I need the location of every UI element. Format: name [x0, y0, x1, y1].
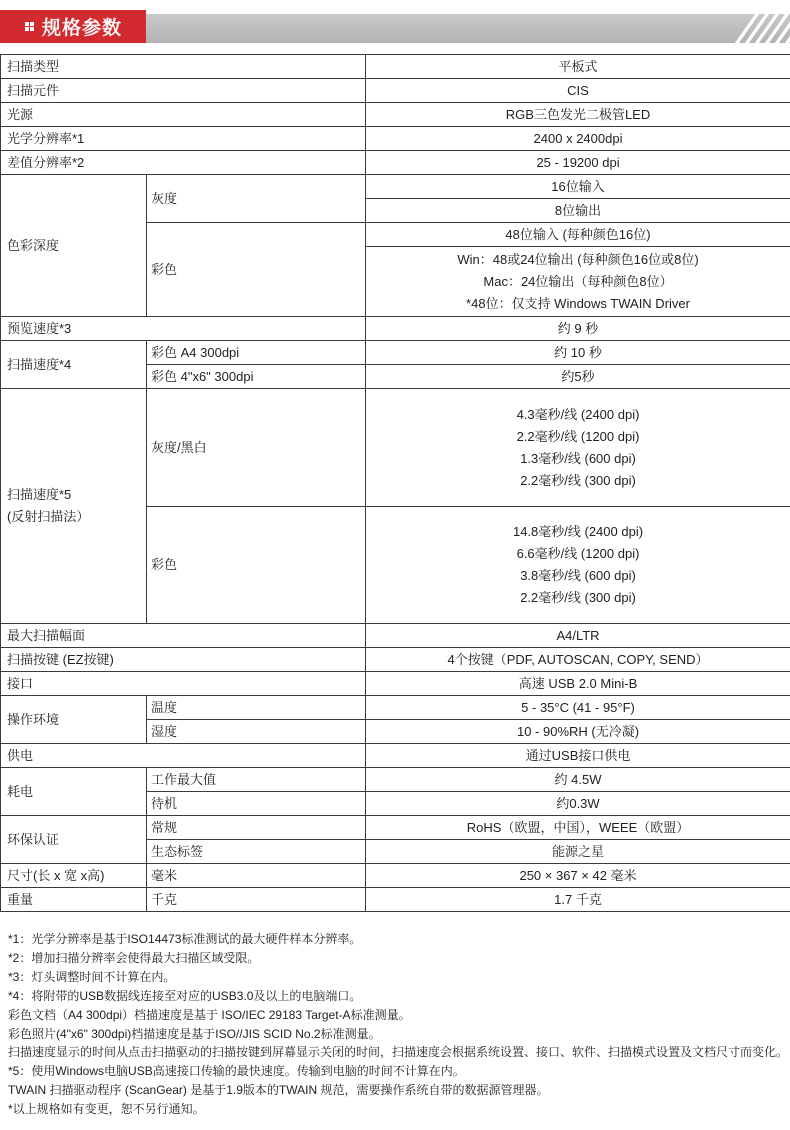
- spec-value-line: *48位：仅支持 Windows TWAIN Driver: [466, 295, 690, 311]
- table-row: [1, 768, 790, 792]
- table-row: [1, 864, 790, 888]
- spec-value: 平板式: [366, 55, 790, 79]
- spec-sublabel: 彩色 A4 300dpi: [147, 341, 366, 365]
- footnote: 彩色文档（A4 300dpi）档描速度是基于 ISO/IEC 29183 Target-A标准测量。: [8, 1007, 411, 1022]
- spec-sublabel: 温度: [147, 696, 366, 720]
- spec-label: 环保认证: [1, 816, 147, 864]
- table-row: [1, 888, 790, 912]
- page-title: 规格参数: [42, 18, 123, 39]
- spec-sublabel: 湿度: [147, 720, 366, 744]
- spec-label-line: (反射扫描法）: [7, 509, 90, 524]
- spec-label: 接口: [1, 672, 366, 696]
- spec-value: RGB三色发光二极管LED: [366, 103, 790, 127]
- spec-value-line: 6.6毫秒/线 (1200 dpi): [516, 546, 640, 561]
- spec-value-line: Mac：24位输出（每种颜色8位）: [483, 273, 673, 289]
- spec-label: 差值分辨率*2: [1, 151, 366, 175]
- section-header: [0, 0, 790, 48]
- spec-sublabel: 待机: [147, 792, 366, 816]
- footnote: *5：使用Windows电脑USB高速接口传输的最快速度。传输到电脑的时间不计算在内。: [8, 1064, 465, 1079]
- header-stripes-decoration: [730, 14, 790, 43]
- spec-value: 约 10 秒: [366, 341, 790, 365]
- spec-label: 色彩深度: [1, 175, 147, 317]
- footnote: *2：增加扫描分辨率会使得最大扫描区域受限。: [8, 950, 260, 965]
- spec-label: 扫描元件: [1, 79, 366, 103]
- spec-sublabel: 毫米: [147, 864, 366, 888]
- spec-label: 光源: [1, 103, 366, 127]
- grid-bullet-icon: [25, 22, 34, 31]
- spec-value: 约0.3W: [366, 792, 790, 816]
- spec-label: 最大扫描幅面: [1, 624, 366, 648]
- spec-value: 通过USB接口供电: [366, 744, 790, 768]
- spec-label: 扫描类型: [1, 55, 366, 79]
- spec-value-line: Win：48或24位输出 (每种颜色16位或8位): [457, 251, 699, 267]
- spec-value: 8位输出: [366, 199, 790, 223]
- spec-value: 1.7 千克: [366, 888, 790, 912]
- spec-value: 2400 x 2400dpi: [366, 127, 790, 151]
- table-row: [1, 341, 790, 365]
- spec-value-line: 4.3毫秒/线 (2400 dpi): [516, 406, 640, 422]
- table-row: [1, 744, 790, 768]
- footnote: *4：将附带的USB数据线连接至对应的USB3.0及以上的电脑端口。: [8, 988, 362, 1003]
- spec-value: 4个按键（PDF, AUTOSCAN, COPY, SEND）: [366, 648, 790, 672]
- spec-label: 尺寸(长 x 宽 x高): [1, 864, 147, 888]
- footnote: *3：灯头调整时间不计算在内。: [8, 969, 176, 984]
- spec-value: 250 × 367 × 42 毫米: [366, 864, 790, 888]
- spec-value: 约 9 秒: [366, 317, 790, 341]
- spec-value-line: 14.8毫秒/线 (2400 dpi): [512, 524, 644, 539]
- spec-value-line: 3.8毫秒/线 (600 dpi): [520, 568, 636, 583]
- table-row: [1, 696, 790, 720]
- spec-value: 5 - 35°C (41 - 95°F): [366, 696, 790, 720]
- spec-sublabel: 灰度: [147, 175, 366, 223]
- footnote: TWAIN 扫描驱动程序 (ScanGear) 是基于1.9版本的TWAIN 规范，需要操作系统自带的数据源管理器。: [8, 1083, 549, 1098]
- spec-sublabel: 彩色 4"x6" 300dpi: [147, 365, 366, 389]
- table-row: [1, 648, 790, 672]
- spec-value-line: 2.2毫秒/线 (300 dpi): [520, 590, 636, 605]
- footnote: *以上规格如有变更，恕不另行通知。: [8, 1102, 205, 1117]
- spec-label: 耗电: [1, 768, 147, 816]
- spec-value-line: 2.2毫秒/线 (1200 dpi): [516, 428, 640, 444]
- spec-table: [0, 54, 790, 912]
- header-title-block: [0, 10, 146, 43]
- spec-label: 供电: [1, 744, 366, 768]
- spec-value-multiline: [366, 389, 790, 507]
- spec-label: 重量: [1, 888, 147, 912]
- table-row: [1, 389, 790, 507]
- table-row: [1, 55, 790, 79]
- footnote: 彩色照片(4"x6" 300dpi)档描速度是基于ISO//JIS SCID No.2标准测量。: [8, 1026, 381, 1041]
- spec-value: 约 4.5W: [366, 768, 790, 792]
- spec-sublabel: 常规: [147, 816, 366, 840]
- spec-sublabel: 千克: [147, 888, 366, 912]
- spec-value: 16位输入: [366, 175, 790, 199]
- spec-value: 约5秒: [366, 365, 790, 389]
- footnote: *1：光学分辨率是基于ISO14473标准测试的最大硬件样本分辨率。: [8, 932, 362, 946]
- spec-value: CIS: [366, 79, 790, 103]
- spec-label: 扫描按键 (EZ按键): [1, 648, 366, 672]
- table-row: [1, 175, 790, 199]
- spec-label: 光学分辨率*1: [1, 127, 366, 151]
- table-row: [1, 127, 790, 151]
- table-row: [1, 672, 790, 696]
- spec-value: 10 - 90%RH (无冷凝): [366, 720, 790, 744]
- table-row: [1, 79, 790, 103]
- footnote: 扫描速度显示的时间从点击扫描驱动的扫描按键到屏幕显示关闭的时间，扫描速度会根据系统设置、接口、软件、扫描模式设置及文档尺寸而变化。: [8, 1045, 789, 1060]
- spec-label: 操作环境: [1, 696, 147, 744]
- spec-sublabel: 工作最大值: [147, 768, 366, 792]
- spec-label-line: 扫描速度*5: [7, 487, 72, 502]
- spec-sublabel: 彩色: [147, 223, 366, 317]
- spec-value: 高速 USB 2.0 Mini-B: [366, 672, 790, 696]
- spec-label: 扫描速度*4: [1, 341, 147, 389]
- spec-sublabel: 生态标签: [147, 840, 366, 864]
- spec-value-multiline: [366, 247, 790, 317]
- table-row: [1, 816, 790, 840]
- spec-value-line: 2.2毫秒/线 (300 dpi): [520, 472, 636, 488]
- spec-value-multiline: [366, 507, 790, 624]
- spec-label: 预览速度*3: [1, 317, 366, 341]
- table-row: [1, 151, 790, 175]
- footnotes: [8, 930, 788, 1119]
- table-row: [1, 103, 790, 127]
- spec-value: RoHS（欧盟，中国），WEEE（欧盟）: [366, 816, 790, 840]
- table-row: [1, 624, 790, 648]
- spec-value: 25 - 19200 dpi: [366, 151, 790, 175]
- spec-value: 48位输入 (每种颜色16位): [366, 223, 790, 247]
- spec-sublabel: 彩色: [147, 507, 366, 624]
- table-row: [1, 317, 790, 341]
- spec-value: 能源之星: [366, 840, 790, 864]
- spec-value: A4/LTR: [366, 624, 790, 648]
- spec-sublabel: 灰度/黑白: [147, 389, 366, 507]
- spec-value-line: 1.3毫秒/线 (600 dpi): [520, 450, 636, 466]
- spec-label-multiline: [1, 389, 147, 624]
